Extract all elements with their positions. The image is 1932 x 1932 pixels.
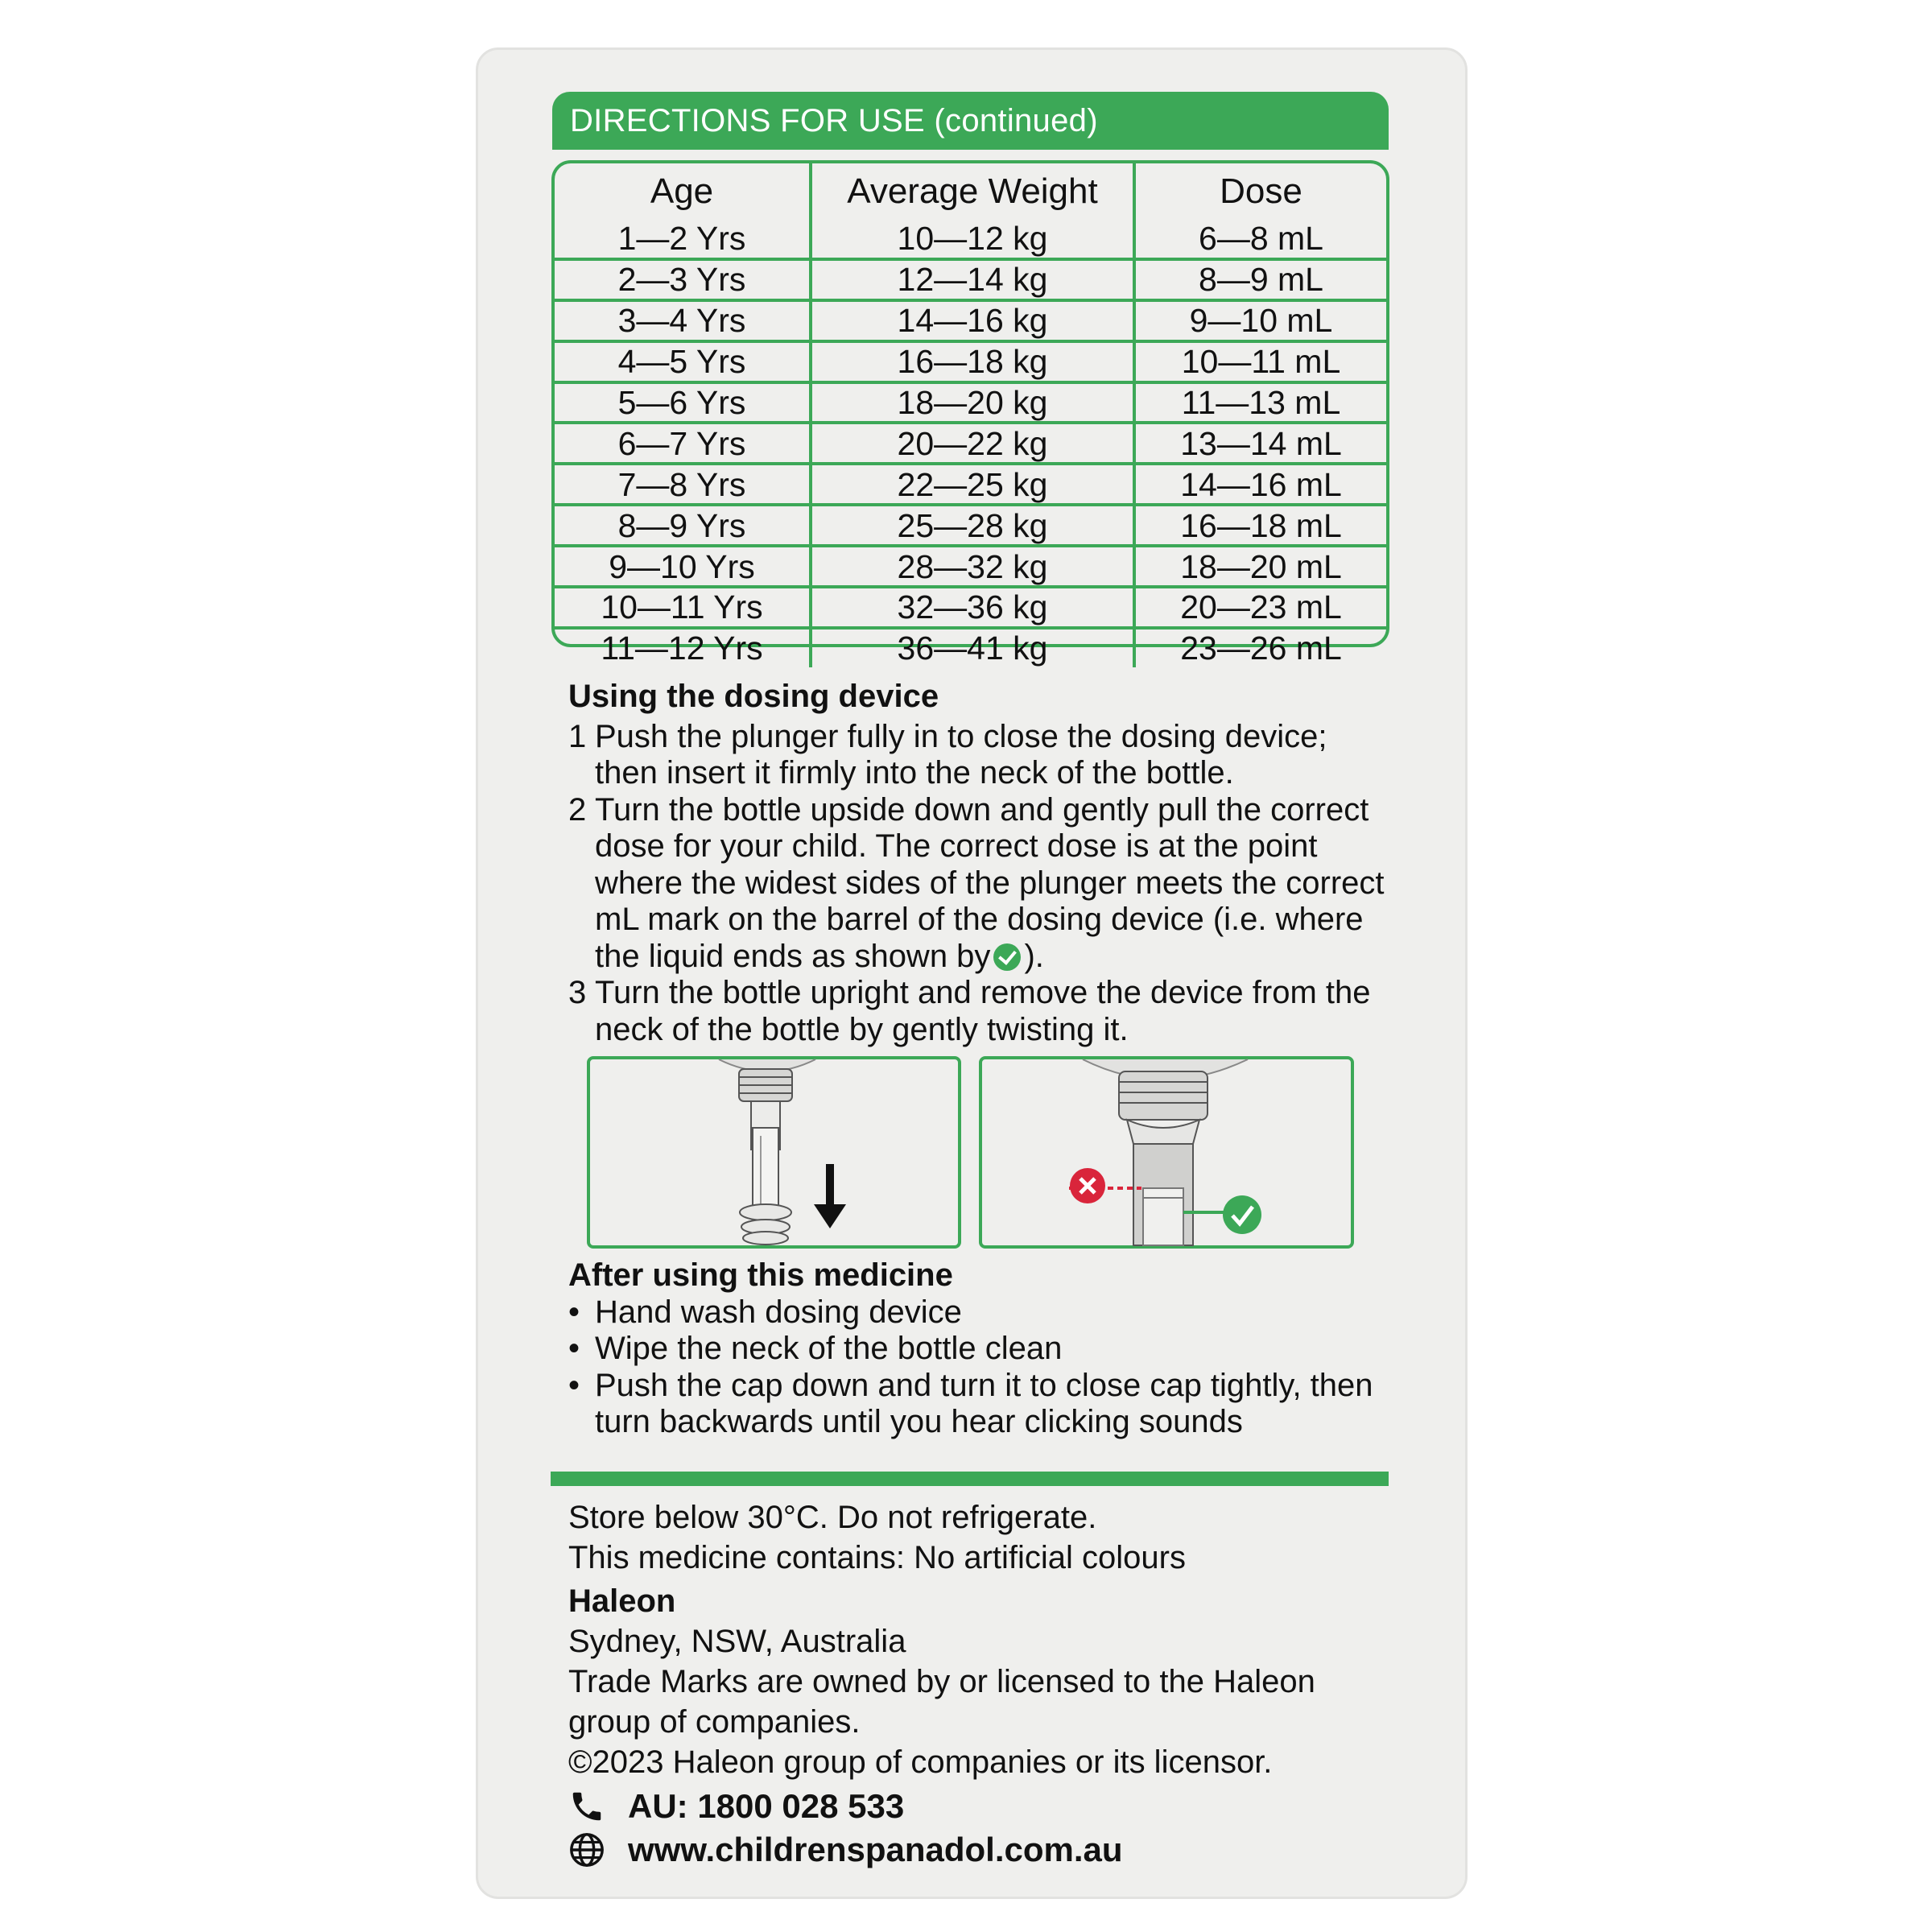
weight-cell: 18—20 kg: [811, 382, 1134, 423]
table-row: [555, 628, 1386, 667]
after-use-heading: After using this medicine: [568, 1257, 953, 1293]
age-cell: 2—3 Yrs: [555, 259, 811, 300]
age-cell: 4—5 Yrs: [555, 341, 811, 382]
dose-cell: 20—23 mL: [1134, 587, 1386, 628]
weight-cell: 20—22 kg: [811, 423, 1134, 464]
illustration-correct-dose: [979, 1056, 1354, 1249]
weight-cell: 12—14 kg: [811, 259, 1134, 300]
weight-cell: 28—32 kg: [811, 546, 1134, 587]
after-use-section: [568, 1257, 1397, 1441]
age-cell: 1—2 Yrs: [617, 220, 746, 258]
step-text: Turn the bottle upright and remove the device from the neck of the bottle by gently twisting it.: [595, 975, 1371, 1047]
list-item: [568, 1331, 1397, 1368]
phone-contact: [567, 1787, 904, 1826]
table-row: [555, 259, 1386, 300]
dose-cell: 18—20 mL: [1134, 546, 1386, 587]
weight-cell: 10—12 kg: [811, 220, 1134, 259]
age-cell: 6—7 Yrs: [555, 423, 811, 464]
step-text: Push the plunger fully in to close the dosing device; then insert it firmly into the neck of the bottle.: [595, 718, 1327, 791]
dose-cell: 14—16 mL: [1134, 464, 1386, 505]
weight-cell: 32—36 kg: [811, 587, 1134, 628]
dosing-device-instructions: [568, 679, 1397, 1048]
list-item: [568, 1368, 1397, 1441]
list-item-text: Wipe the neck of the bottle clean: [595, 1331, 1063, 1366]
contains-text: This medicine contains: No artificial colours: [568, 1540, 1186, 1575]
age-cell: 11—12 Yrs: [555, 628, 811, 667]
storage-text: Store below 30°C. Do not refrigerate.: [568, 1500, 1097, 1535]
step-number: 3: [568, 975, 587, 1010]
dose-cell: 8—9 mL: [1134, 259, 1386, 300]
step-1: [568, 719, 1397, 792]
globe-icon: [567, 1831, 607, 1868]
company-location: Sydney, NSW, Australia: [568, 1624, 906, 1659]
dose-cell: 23—26 mL: [1134, 628, 1386, 667]
footer-info: [568, 1497, 1397, 1782]
step-3: [568, 975, 1397, 1048]
check-circle-icon: [993, 943, 1021, 971]
age-cell: 10—11 Yrs: [555, 587, 811, 628]
list-item-text: Push the cap down and turn it to close cap tightly, then turn backwards until you hear clicking sounds: [595, 1367, 1373, 1439]
age-cell: 5—6 Yrs: [555, 382, 811, 423]
bullet-icon: •: [568, 1367, 580, 1403]
table-row: [555, 423, 1386, 464]
bullet-icon: •: [568, 1294, 580, 1330]
table-row: [555, 464, 1386, 505]
table-row: [555, 546, 1386, 587]
age-cell: 7—8 Yrs: [555, 464, 811, 505]
dose-cell: 13—14 mL: [1134, 423, 1386, 464]
syringe-illustration: [590, 1059, 958, 1245]
illustration-insert-device: [587, 1056, 961, 1249]
table-row: [555, 220, 1386, 259]
step-number: 2: [568, 791, 587, 828]
dose-cell: 9—10 mL: [1134, 300, 1386, 341]
table-row: [555, 382, 1386, 423]
section-divider: [551, 1472, 1389, 1486]
copyright-text: ©2023 Haleon group of companies or its licensor.: [568, 1744, 1273, 1780]
dose-cell: 11—13 mL: [1134, 382, 1386, 423]
age-cell: 3—4 Yrs: [555, 300, 811, 341]
company-name: Haleon: [568, 1583, 676, 1619]
table-row: [555, 505, 1386, 546]
phone-icon: [567, 1788, 607, 1825]
list-item-text: Hand wash dosing device: [595, 1294, 962, 1330]
weight-cell: 36—41 kg: [811, 628, 1134, 667]
dose-cell: 10—11 mL: [1134, 341, 1386, 382]
table-row: [555, 300, 1386, 341]
directions-header: DIRECTIONS FOR USE (continued): [552, 92, 1389, 150]
step-2: [568, 792, 1397, 976]
website-link[interactable]: www.childrenspanadol.com.au: [628, 1831, 1123, 1868]
trademark-text: group of companies.: [568, 1704, 861, 1740]
step-number: 1: [568, 718, 587, 754]
column-header-age: Age: [650, 171, 714, 211]
cross-circle-icon: [1070, 1168, 1105, 1203]
dose-table: [551, 160, 1389, 667]
age-cell: 9—10 Yrs: [555, 546, 811, 587]
dosing-device-heading: Using the dosing device: [568, 679, 939, 714]
list-item: [568, 1294, 1397, 1331]
dose-level-illustration: [982, 1059, 1351, 1245]
trademark-text: Trade Marks are owned by or licensed to the Haleon: [568, 1664, 1315, 1699]
down-arrow-icon: [814, 1164, 846, 1228]
weight-cell: 16—18 kg: [811, 341, 1134, 382]
weight-cell: 14—16 kg: [811, 300, 1134, 341]
weight-cell: 22—25 kg: [811, 464, 1134, 505]
step-text: Turn the bottle upside down and gently pull the correct dose for your child. The correct dose is at the point where the widest sides of the plunger meets the correct mL mark on the barrel of the dosing device (i.e. where the liquid ends as shown by ).: [595, 791, 1385, 974]
column-header-weight: Average Weight: [811, 163, 1134, 220]
age-cell: 8—9 Yrs: [555, 505, 811, 546]
phone-number[interactable]: AU: 1800 028 533: [628, 1787, 905, 1825]
bullet-icon: •: [568, 1331, 580, 1366]
table-row: [555, 341, 1386, 382]
dose-cell: 16—18 mL: [1134, 505, 1386, 546]
table-row: [555, 587, 1386, 628]
dose-cell: 6—8 mL: [1134, 220, 1386, 259]
column-header-dose: Dose: [1134, 163, 1386, 220]
check-circle-icon: [1223, 1195, 1261, 1234]
website-contact: [567, 1831, 1123, 1869]
weight-cell: 25—28 kg: [811, 505, 1134, 546]
